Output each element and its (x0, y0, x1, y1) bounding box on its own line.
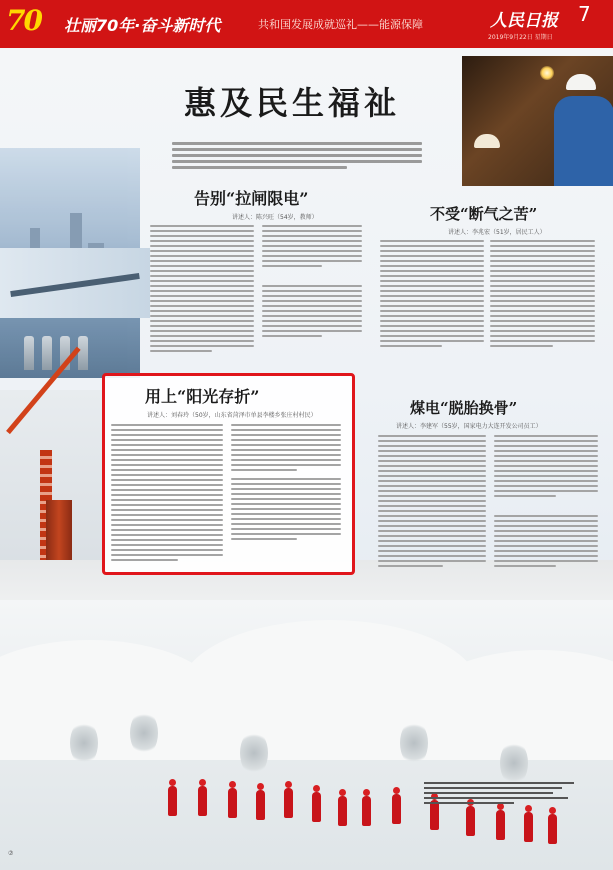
article-body (231, 424, 341, 474)
article-body (494, 435, 598, 500)
article-body (380, 240, 484, 350)
snow-landscape-photo (0, 600, 613, 870)
highlighted-article-box (102, 373, 355, 575)
article-narrator: 讲述人：李兆宏（51岁，居民工人） (448, 229, 546, 236)
anniversary-logo: 70 (6, 4, 41, 37)
photo-credits (424, 782, 574, 822)
article-narrator: 讲述人：李建军（55岁，国家电力大连开发公司员工） (396, 423, 542, 430)
article-narrator: 讲述人：刘春玲（50岁，山东省菏泽市单县李楼乡张庄村村民） (147, 412, 317, 419)
worker-light-photo (462, 56, 613, 186)
cooling-towers (20, 330, 100, 370)
lead-paragraph (172, 142, 422, 178)
article-body (150, 225, 254, 355)
article-body (262, 285, 362, 340)
paper-name: 人民日报 (490, 11, 558, 31)
article-headline: 告别“拉闸限电” (194, 189, 309, 208)
article-body (262, 225, 362, 270)
article-body (111, 424, 223, 564)
article-headline: 煤电“脱胎换骨” (410, 399, 518, 417)
page-title: 惠及民生福祉 (183, 84, 400, 122)
article-body (378, 435, 486, 570)
article-headline: 不受“断气之苦” (430, 205, 538, 223)
header-series: 共和国发展成就巡礼——能源保障 (258, 18, 423, 31)
footer-page-marker: ⑦ (8, 850, 14, 857)
header-slogan: 壮丽70年·奋斗新时代 (64, 16, 221, 35)
article-headline: 用上“阳光存折” (145, 387, 260, 406)
article-body (231, 478, 341, 543)
date-line: 2019年9月22日 星期日 (488, 34, 553, 41)
page-number: 7 (578, 2, 591, 26)
article-body (494, 515, 598, 570)
article-narrator: 讲述人：陈兴旺（54岁，教师） (232, 214, 318, 221)
article-body (490, 240, 595, 350)
page-header (0, 0, 613, 48)
